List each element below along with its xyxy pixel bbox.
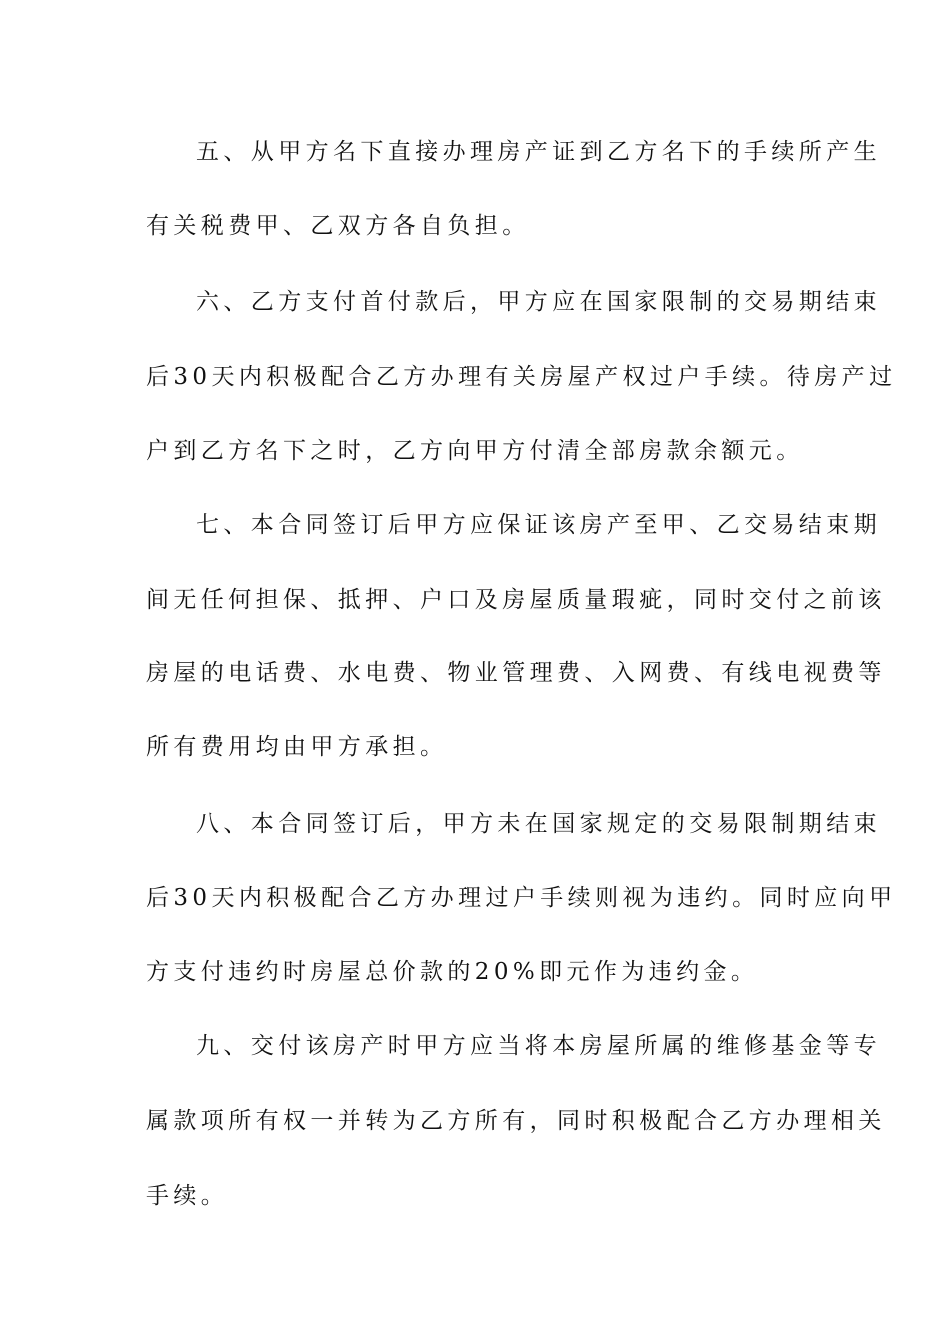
clause-8-line-3: 方支付违约时房屋总价款的20%即元作为违约金。 (146, 959, 759, 985)
clause-7-line-1: 七、本合同签订后甲方应保证该房产至甲、乙交易结束期 (196, 512, 881, 538)
clause-9-line-3: 手续。 (146, 1183, 229, 1209)
clause-6-line-3: 户到乙方名下之时，乙方向甲方付清全部房款余额元。 (146, 438, 804, 464)
clause-5-line-2: 有关税费甲、乙双方各自负担。 (146, 213, 530, 239)
clause-9-line-1: 九、交付该房产时甲方应当将本房屋所属的维修基金等专 (196, 1033, 881, 1059)
clause-7-line-2: 间无任何担保、抵押、户口及房屋质量瑕疵，同时交付之前该 (146, 587, 886, 613)
clause-8-line-1: 八、本合同签订后，甲方未在国家规定的交易限制期结束 (196, 811, 881, 837)
clause-5-line-1: 五、从甲方名下直接办理房产证到乙方名下的手续所产生 (196, 139, 881, 165)
clause-6-line-1: 六、乙方支付首付款后，甲方应在国家限制的交易期结束 (196, 289, 881, 315)
clause-7-line-3: 房屋的电话费、水电费、物业管理费、入网费、有线电视费等 (146, 660, 886, 686)
clause-7-line-4: 所有费用均由甲方承担。 (146, 734, 448, 760)
clause-8-line-2: 后30天内积极配合乙方办理过户手续则视为违约。同时应向甲 (146, 885, 897, 911)
clause-9-line-2: 属款项所有权一并转为乙方所有，同时积极配合乙方办理相关 (146, 1108, 886, 1134)
clause-6-line-2: 后30天内积极配合乙方办理有关房屋产权过户手续。待房产过 (146, 364, 897, 390)
